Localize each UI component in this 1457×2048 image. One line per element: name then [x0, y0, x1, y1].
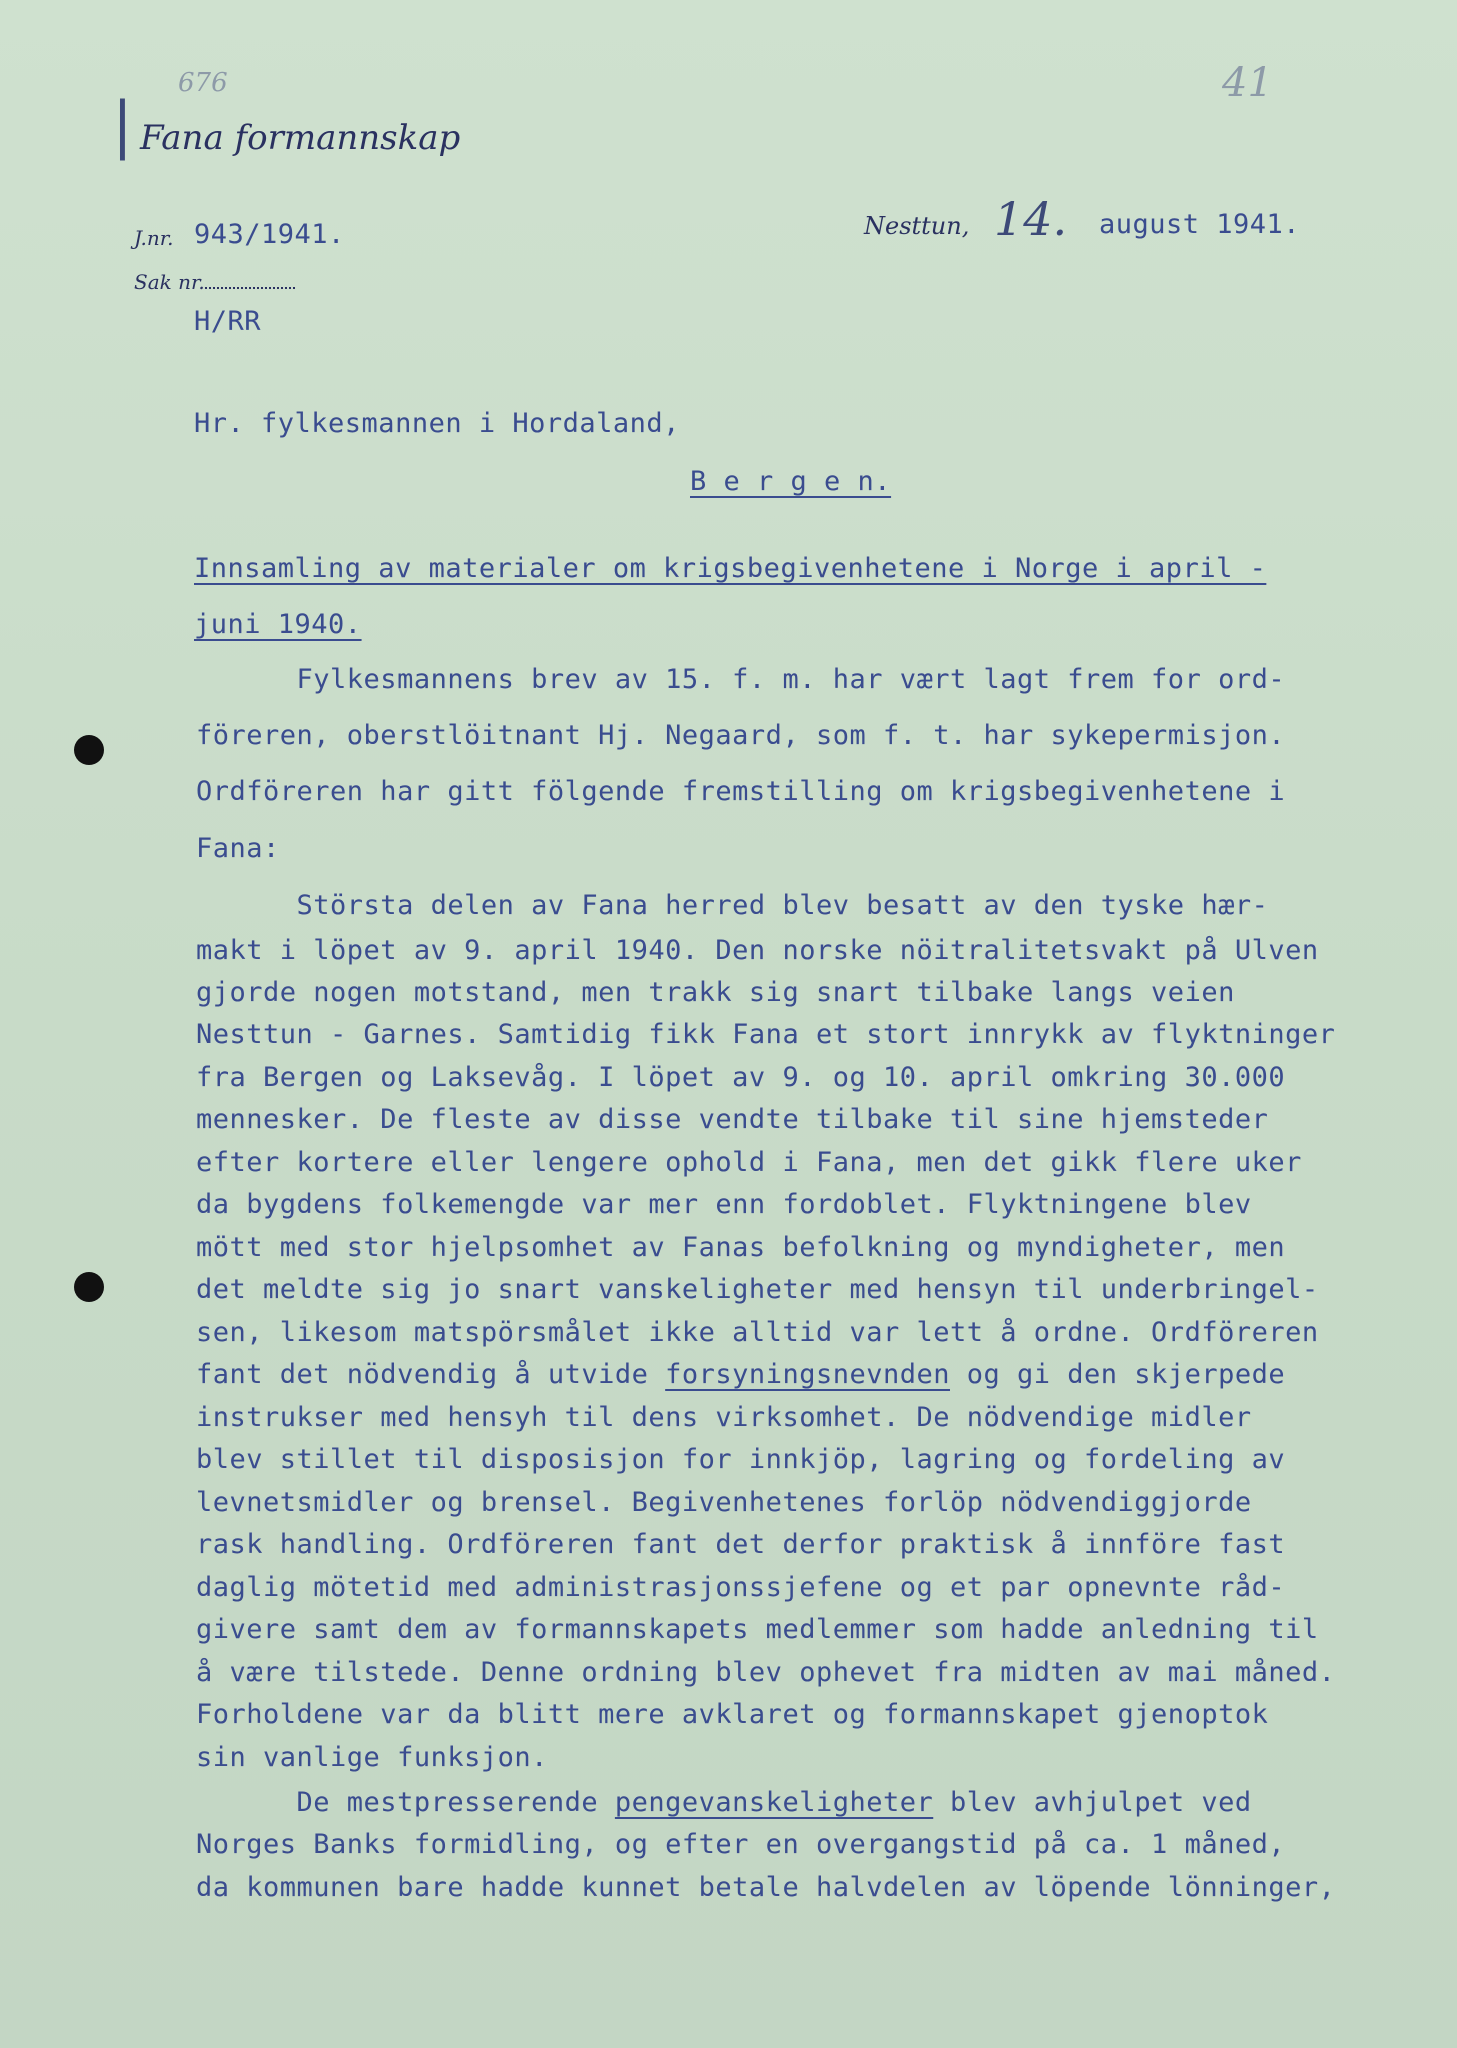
body-line: Norges Banks formidling, og efter en overgangstid på ca. 1 måned, — [196, 1829, 1286, 1860]
body-line: efter kortere eller lengere ophold i Fana, men det gikk flere uker — [196, 1147, 1302, 1178]
margin-tick-mark: | — [112, 88, 133, 161]
body-line: gjorde nogen motstand, men trakk sig snart tilbake langs veien — [196, 977, 1235, 1008]
punch-hole-top — [74, 735, 104, 765]
sak-label-text: Sak nr. — [134, 270, 205, 294]
body-line: Nesttun - Garnes. Samtidig fikk Fana et stort innrykk av flyktninger — [196, 1019, 1336, 1050]
date-place: Nesttun, — [864, 212, 970, 240]
date-month-year: august 1941. — [1099, 209, 1301, 240]
body-line: rask handling. Ordföreren fant det derfor praktisk å innföre fast — [196, 1529, 1286, 1560]
body-line: da kommunen bare hadde kunnet betale halvdelen av löpende lönninger, — [196, 1872, 1336, 1903]
underlined-word-forsyningsnevnden: forsyningsnevnden — [665, 1359, 950, 1390]
recipient-line: Hr. fylkesmannen i Hordaland, — [194, 408, 680, 439]
body-line: föreren, oberstlöitnant Hj. Negaard, som f. t. har sykepermisjon. — [196, 720, 1286, 751]
body-line: sin vanlige funksjon. — [196, 1742, 548, 1773]
body-line — [196, 1787, 1252, 1818]
body-line: makt i löpet av 9. april 1940. Den norske nöitralitetsvakt på Ulven — [196, 935, 1319, 966]
body-line: det meldte sig jo snart vanskeligheter med hensyn til underbringel- — [196, 1274, 1319, 1305]
sak-label — [134, 270, 295, 294]
initials: H/RR — [194, 306, 262, 337]
punch-hole-bottom — [74, 1272, 104, 1302]
body-line: levnetsmidler og brensel. Begivenhetenes forlöp nödvendiggjorde — [196, 1487, 1252, 1518]
body-line: Fana: — [196, 833, 280, 864]
pencil-file-number: 676 — [178, 68, 228, 98]
body-line: sen, likesom matspörsmålet ikke alltid var lett å ordne. Ordföreren — [196, 1317, 1319, 1348]
recipient-city: B e r g e n. — [690, 466, 892, 497]
letterhead-name: Fana formannskap — [140, 118, 461, 158]
subject-line-1: Innsamling av materialer om krigsbegivenhetene i Norge i april - — [194, 553, 1267, 584]
body-line: mött med stor hjelpsomhet av Fanas befolkning og myndigheter, men — [196, 1232, 1286, 1263]
body-line: fra Bergen og Laksevåg. I löpet av 9. og 10. april omkring 30.000 — [196, 1062, 1286, 1093]
body-line: da bygdens folkemengde var mer enn fordoblet. Flyktningene blev — [196, 1189, 1252, 1220]
jnr-label: J.nr. — [134, 226, 174, 250]
body-line: å være tilstede. Denne ordning blev ophevet fra midten av mai måned. — [196, 1657, 1336, 1688]
date-day-handwritten: 14. — [994, 192, 1068, 246]
body-line-part: og gi den skjerpede — [950, 1359, 1286, 1390]
body-line: givere samt dem av formannskapets medlemmer som hadde anledning til — [196, 1614, 1319, 1645]
pencil-page-number: 41 — [1222, 60, 1273, 106]
body-line — [196, 1359, 1285, 1390]
body-line-part: De mestpresserende — [196, 1787, 615, 1818]
body-line-part: fant det nödvendig å utvide — [196, 1359, 666, 1390]
body-line: daglig mötetid med administrasjonssjefene og et par opnevnte råd- — [196, 1572, 1286, 1603]
jnr-value: 943/1941. — [194, 219, 345, 250]
body-line: Forholdene var da blitt mere avklaret og formannskapet gjenoptok — [196, 1699, 1269, 1730]
body-line-part: blev avhjulpet ved — [933, 1787, 1252, 1818]
body-line: mennesker. De fleste av disse vendte tilbake til sine hjemsteder — [196, 1104, 1269, 1135]
body-line: blev stillet til disposisjon for innkjöp, lagring og fordeling av — [196, 1444, 1286, 1475]
sak-dotted-line — [205, 287, 295, 289]
body-line: Ordföreren har gitt fölgende fremstilling om krigsbegivenhetene i — [196, 776, 1286, 807]
body-line: Största delen av Fana herred blev besatt av den tyske hær- — [196, 890, 1269, 921]
body-line: instrukser med hensyh til dens virksomhet. De nödvendige midler — [196, 1402, 1252, 1433]
subject-line-2: juni 1940. — [194, 609, 362, 640]
underlined-word-pengevanskeligheter: pengevanskeligheter — [614, 1787, 934, 1818]
body-line: Fylkesmannens brev av 15. f. m. har vært lagt frem for ord- — [196, 664, 1286, 695]
